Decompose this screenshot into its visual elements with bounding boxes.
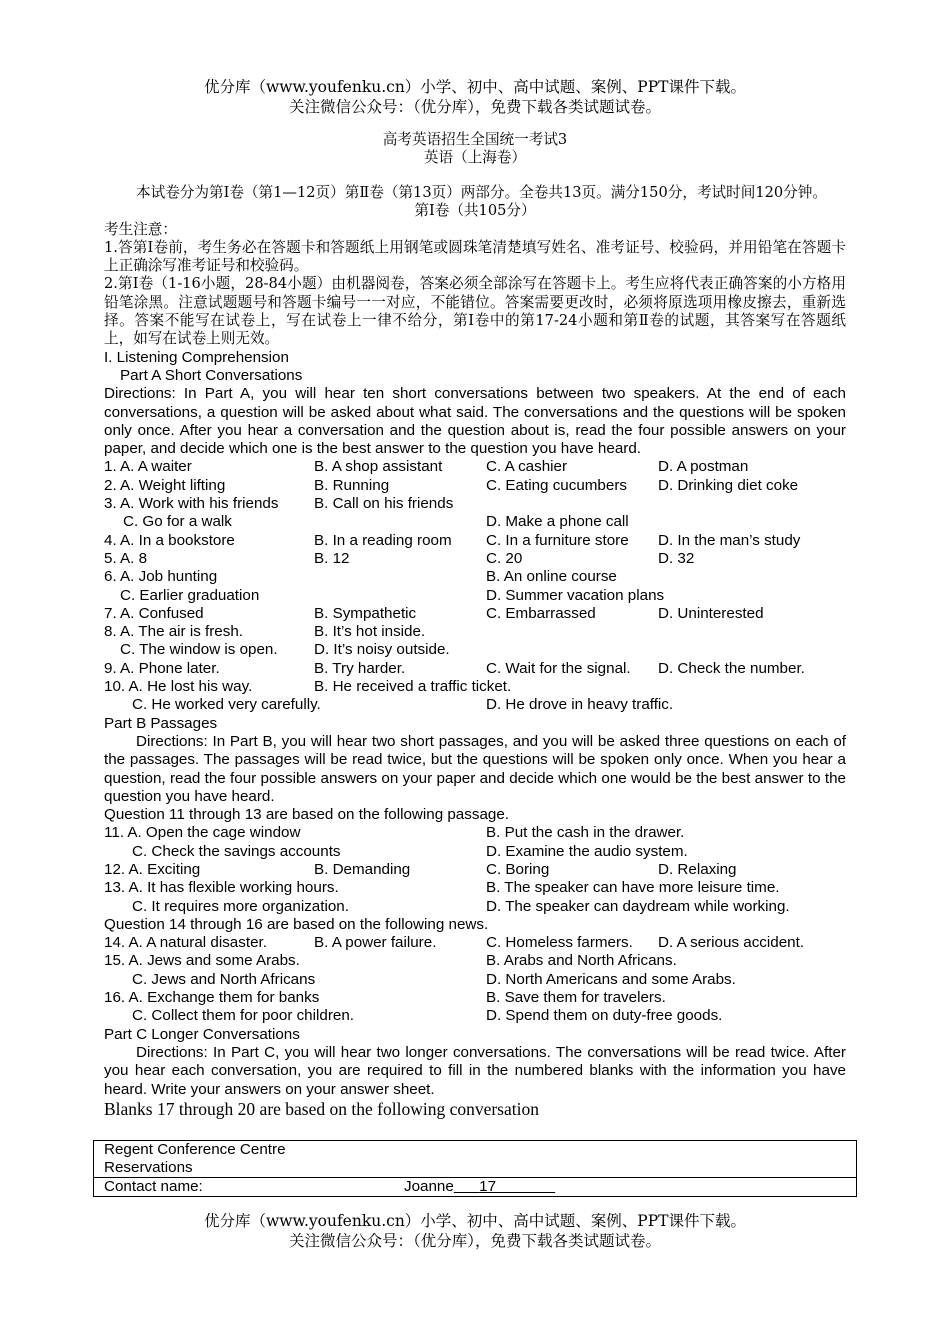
option: 2. A. Weight lifting: [104, 476, 226, 494]
option: D. The speaker can daydream while working.: [486, 897, 790, 915]
option: 14. A. A natural disaster.: [104, 934, 267, 952]
footer-line-2: 关注微信公众号：（优分库），免费下载各类试题试卷。: [288, 1232, 661, 1250]
option: C. Jews and North Africans: [132, 970, 316, 988]
contact-name-label: Contact name:: [94, 1178, 395, 1197]
passage-1-lead: Question 11 through 13 are based on the following passage.: [104, 806, 510, 824]
option: D. In the man’s study: [658, 531, 801, 549]
intro-paragraph: 本试卷分为第Ⅰ卷（第1—12页）第Ⅱ卷（第13页）两部分。全卷共13页。满分150分，考试时间120分钟。: [136, 184, 827, 201]
option: B. Running: [314, 476, 390, 494]
footer-line-1: 优分库（www.youfenku.cn）小学、初中、高中试题、案例、PPT课件下载。: [203, 1212, 747, 1230]
table-heading-2: Reservations: [104, 1159, 193, 1176]
question-3-continued: [104, 513, 846, 531]
option: D. Summer vacation plans: [486, 586, 665, 604]
question-2: [104, 477, 846, 495]
question-16: [104, 989, 846, 1007]
option: C. Check the savings accounts: [132, 842, 341, 860]
option: B. In a reading room: [314, 531, 452, 549]
option: 8. A. The air is fresh.: [104, 623, 244, 641]
table-heading-cell: [94, 1141, 857, 1178]
option: B. The speaker can have more leisure time.: [486, 879, 780, 897]
question-6: [104, 568, 846, 586]
option: 11. A. Open the cage window: [104, 824, 301, 842]
option: C. Homeless farmers.: [486, 934, 633, 952]
option: D. He drove in heavy traffic.: [486, 696, 674, 714]
question-10-continued: [104, 696, 846, 714]
option: 15. A. Jews and some Arabs.: [104, 952, 300, 970]
exam-title: [0, 131, 950, 167]
part-a-directions: Directions: In Part A, you will hear ten short conversations between two speakers. At the end of each conversations, a question will be asked about what said. The conversations and the questions will be spoken only once. After you hear a conversation and the question about is, read the four possible answers on your paper, and decide which one is the best answer to the question you have heard.: [104, 385, 846, 458]
table-heading-1: Regent Conference Centre: [104, 1141, 286, 1158]
exam-title-line-1: 高考英语招生全国统一考试3: [382, 131, 568, 148]
table-row: [94, 1141, 857, 1178]
footer: [0, 1211, 950, 1251]
part-a-title: Part A Short Conversations: [120, 366, 303, 384]
option: B. Try harder.: [314, 659, 406, 677]
question-6-continued: [104, 587, 846, 605]
header-line-2: 关注微信公众号：（优分库），免费下载各类试题试卷。: [288, 98, 661, 116]
option: B. A power failure.: [314, 934, 437, 952]
question-11-continued: [104, 843, 846, 861]
option: C. Boring: [486, 860, 550, 878]
question-12: [104, 861, 846, 879]
question-10: [104, 678, 846, 696]
option: B. An online course: [486, 568, 617, 586]
option: 9. A. Phone later.: [104, 659, 220, 677]
question-14: [104, 934, 846, 952]
option: 3. A. Work with his friends: [104, 495, 279, 513]
option: D. Relaxing: [658, 860, 737, 878]
question-16-continued: [104, 1007, 846, 1025]
option: C. Collect them for poor children.: [132, 1007, 354, 1025]
option: 10. A. He lost his way.: [104, 678, 253, 696]
option: D. North Americans and some Arabs.: [486, 970, 736, 988]
blank-17[interactable]: [454, 1178, 555, 1195]
table-row: [94, 1178, 857, 1197]
reservation-table: [93, 1140, 857, 1197]
option: D. A serious accident.: [658, 934, 805, 952]
option: 12. A. Exciting: [104, 860, 201, 878]
option: C. It requires more organization.: [132, 897, 349, 915]
option: B. Demanding: [314, 860, 411, 878]
option: 4. A. In a bookstore: [104, 531, 235, 549]
header-line-1: 优分库（www.youfenku.cn）小学、初中、高中试题、案例、PPT课件下载。: [203, 78, 747, 96]
notice-1: 1.答第Ⅰ卷前，考生务必在答题卡和答题纸上用钢笔或圆珠笔清楚填写姓名、准考证号、校验码，并用铅笔在答题卡上正确涂写准考证号和校验码。: [104, 238, 846, 275]
question-8: [104, 623, 846, 641]
option: C. Earlier graduation: [120, 586, 260, 604]
option: B. 12: [314, 549, 350, 567]
option: 13. A. It has flexible working hours.: [104, 879, 339, 897]
blank-17-number: 17: [479, 1178, 497, 1195]
part-b-directions: Directions: In Part B, you will hear two short passages, and you will be asked three questions on each of the passages. The passages will be read twice, but the questions will be spoken only once. When you hear a question, read the four possible answers on your paper and decide which one would be the best answer to the question you have heard.: [104, 732, 846, 805]
part-c-title: Part C Longer Conversations: [104, 1025, 300, 1043]
option: C. Embarrassed: [486, 604, 596, 622]
question-8-continued: [104, 641, 846, 659]
option: B. A shop assistant: [314, 458, 443, 476]
question-13-continued: [104, 898, 846, 916]
option: C. A cashier: [486, 458, 568, 476]
passage-2-lead: Question 14 through 16 are based on the following news.: [104, 915, 489, 933]
notice-2: 2.第Ⅰ卷（1-16小题，28-84小题）由机器阅卷，答案必须全部涂写在答题卡上。考生应将代表正确答案的小方格用铅笔涂黑。注意试题题号和答题卡编号一一对应，不能错位。答案需要更改时，必须将原选项用橡皮擦去，重新选择。答案不能写在试卷上，写在试卷上一律不给分，第Ⅰ卷中的第17-24小题和第Ⅱ卷的试题，其答案写在答题纸上，如写在试卷上则无效。: [104, 275, 846, 348]
option: D. Uninterested: [658, 604, 764, 622]
option: 6. A. Job hunting: [104, 568, 218, 586]
option: 1. A. A waiter: [104, 458, 192, 476]
option: B. Save them for travelers.: [486, 989, 666, 1007]
question-3: [104, 495, 846, 513]
option: D. It’s noisy outside.: [314, 641, 450, 659]
option: D. Drinking diet coke: [658, 476, 799, 494]
listening-title: I. Listening Comprehension: [104, 348, 289, 366]
option: C. Go for a walk: [123, 513, 232, 531]
option: D. Check the number.: [658, 659, 805, 677]
question-13: [104, 879, 846, 897]
question-5: [104, 550, 846, 568]
question-7: [104, 605, 846, 623]
notice-title: 考生注意：: [104, 220, 177, 238]
question-15-continued: [104, 971, 846, 989]
question-1: [104, 458, 846, 476]
option: 7. A. Confused: [104, 604, 204, 622]
option: D. Examine the audio system.: [486, 842, 688, 860]
blanks-lead: Blanks 17 through 20 are based on the following conversation: [104, 1098, 539, 1119]
question-11: [104, 824, 846, 842]
option: D. Spend them on duty-free goods.: [486, 1007, 723, 1025]
part-c-directions: Directions: In Part C, you will hear two longer conversations. The conversations will be read twice. After you hear each conversation, you are required to fill in the numbered blanks with the information you have heard. Write your answers on your answer sheet.: [104, 1043, 846, 1098]
section-1-title: 第Ⅰ卷（共105分）: [414, 202, 536, 220]
option: C. 20: [486, 549, 523, 567]
option: D. Make a phone call: [486, 513, 629, 531]
header: [0, 77, 950, 117]
option: C. The window is open.: [120, 641, 278, 659]
option: C. He worked very carefully.: [132, 696, 321, 714]
option: B. Sympathetic: [314, 604, 417, 622]
option: B. Arabs and North Africans.: [486, 952, 677, 970]
question-15: [104, 952, 846, 970]
exam-body: [104, 184, 846, 1120]
contact-name-value: [394, 1178, 857, 1197]
option: 5. A. 8: [104, 549, 148, 567]
option: 16. A. Exchange them for banks: [104, 989, 320, 1007]
option: B. He received a traffic ticket.: [314, 678, 512, 696]
question-4: [104, 532, 846, 550]
option: D. A postman: [658, 458, 749, 476]
option: D. 32: [658, 549, 695, 567]
option: B. Put the cash in the drawer.: [486, 824, 685, 842]
option: C. Eating cucumbers: [486, 476, 627, 494]
contact-name-prefix: Joanne: [404, 1178, 454, 1195]
option: C. In a furniture store: [486, 531, 629, 549]
exam-title-line-2: 英语（上海卷）: [423, 149, 527, 166]
question-9: [104, 660, 846, 678]
option: B. It’s hot inside.: [314, 623, 426, 641]
option: C. Wait for the signal.: [486, 659, 631, 677]
option: B. Call on his friends: [314, 495, 454, 513]
part-b-title: Part B Passages: [104, 714, 218, 732]
